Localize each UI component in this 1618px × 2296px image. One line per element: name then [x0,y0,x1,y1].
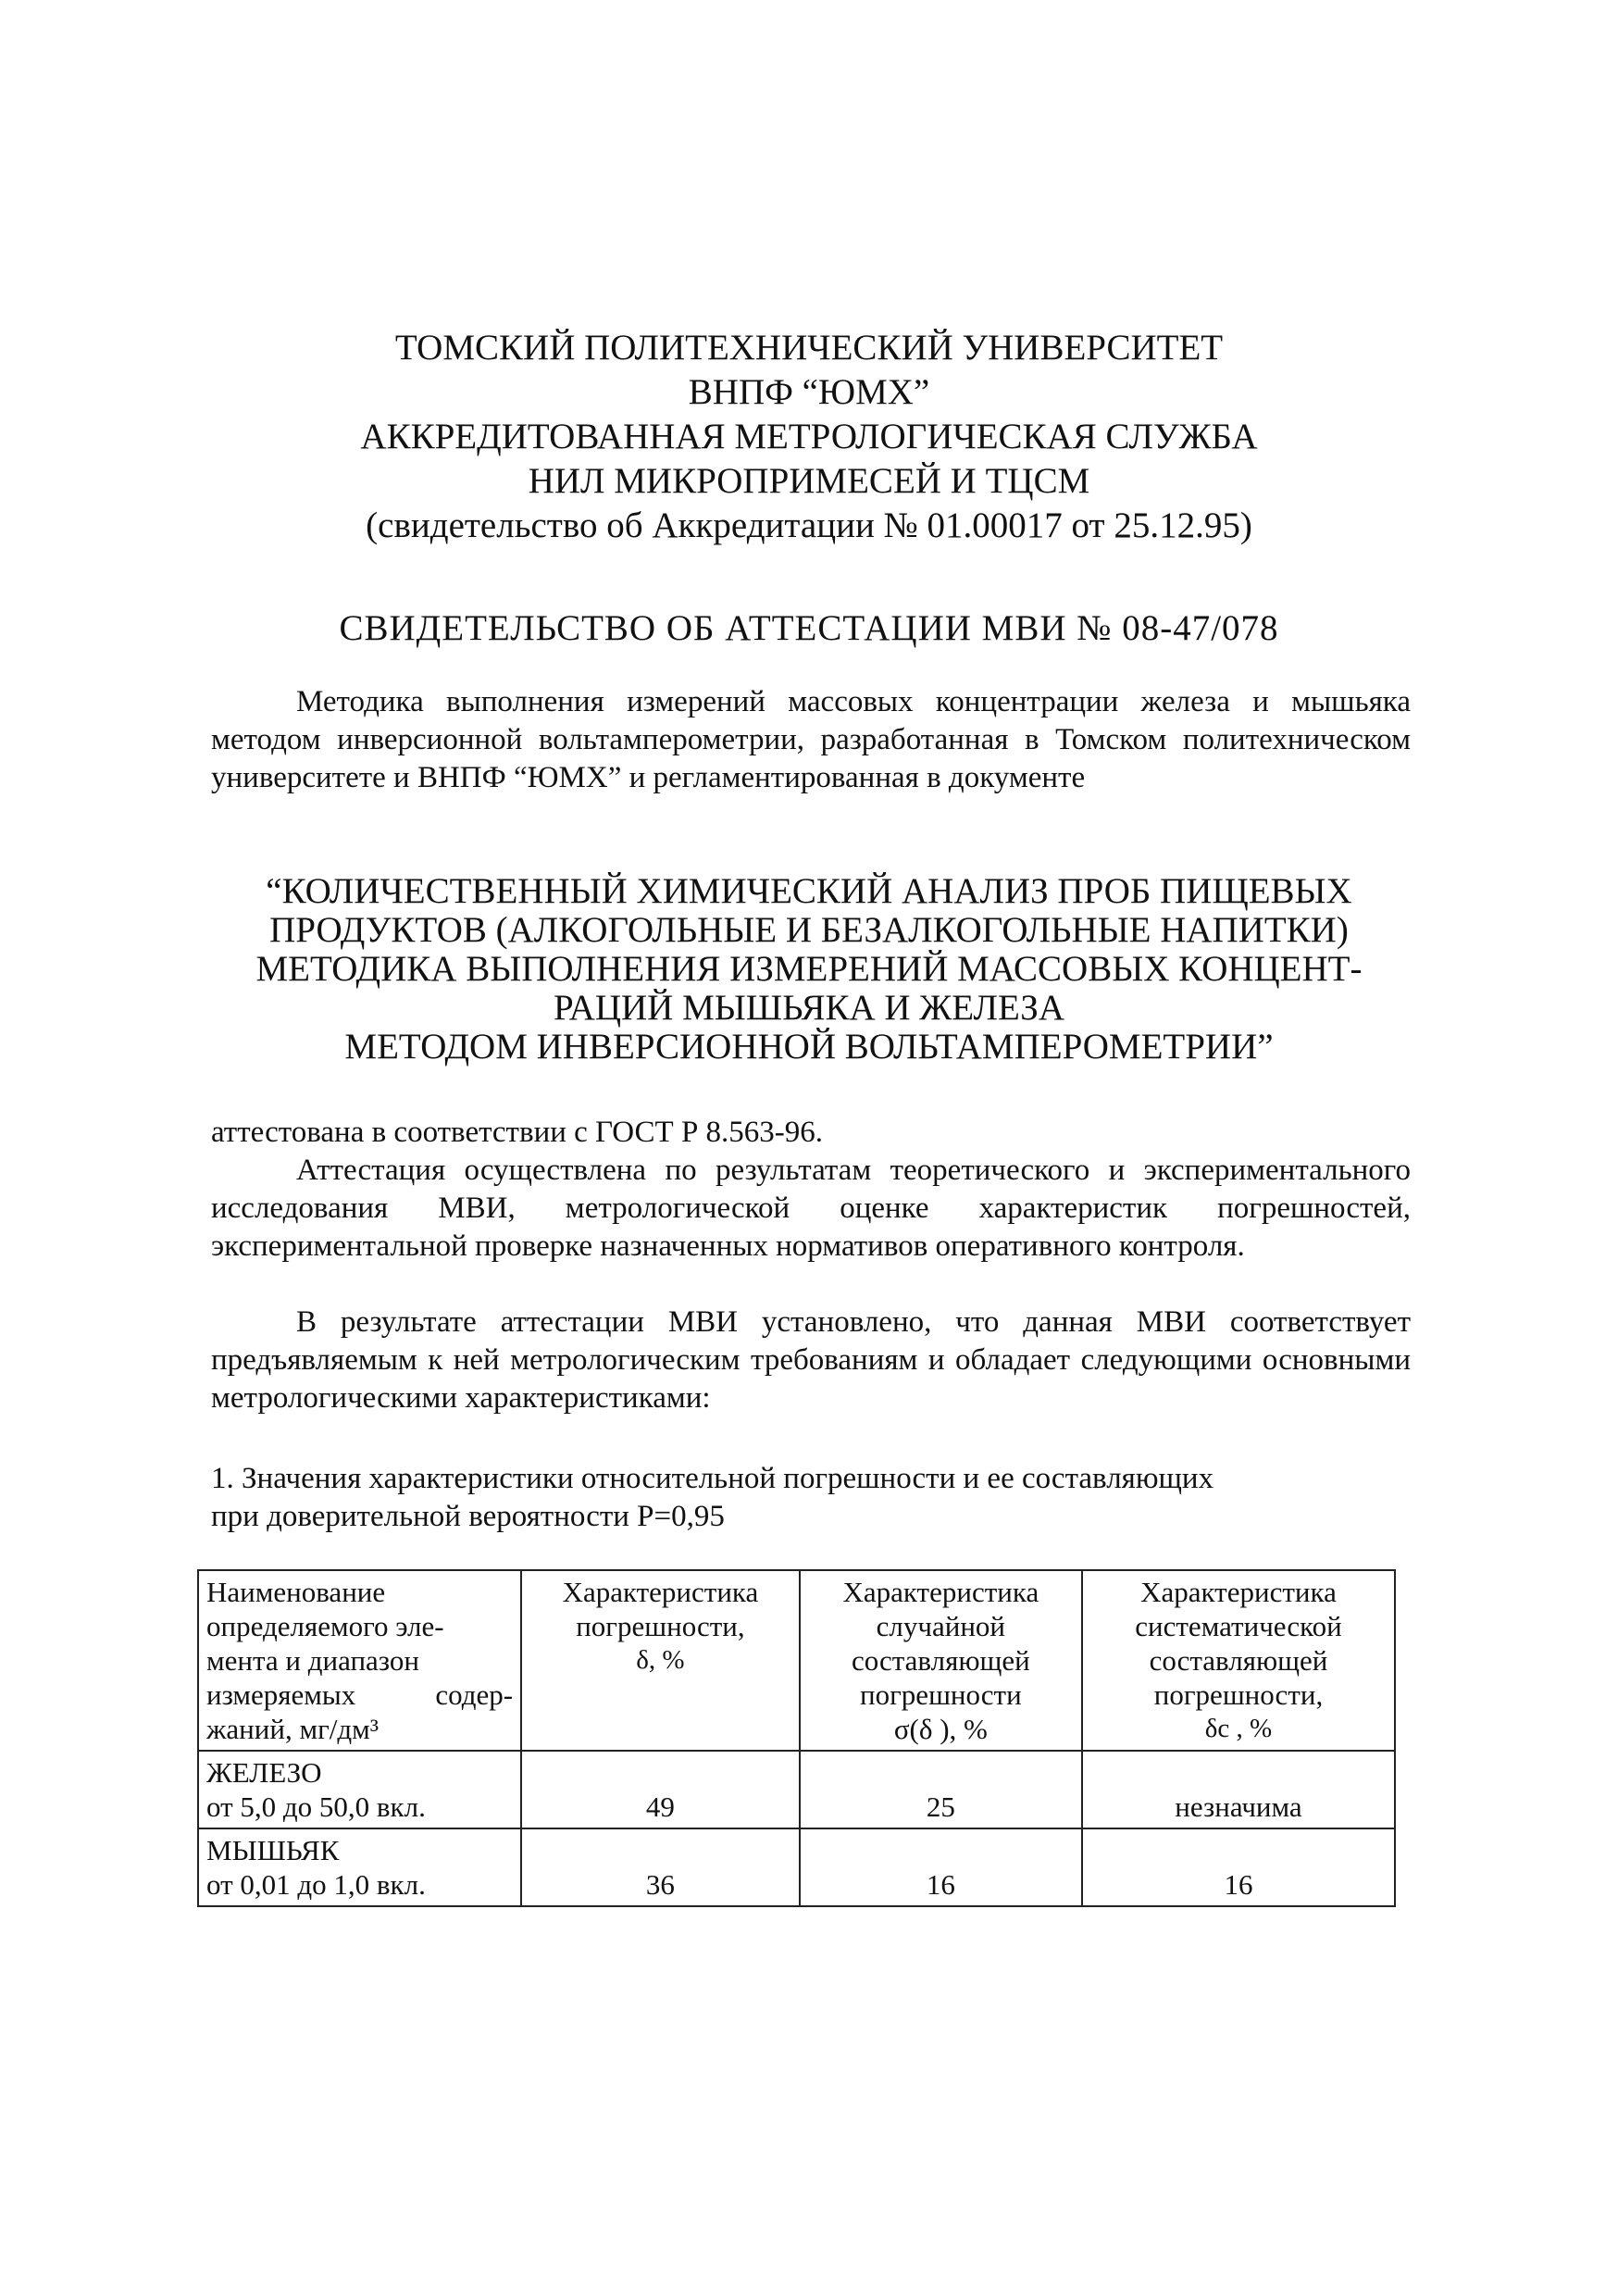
section-1-line: 1. Значения характеристики относительной погрешности и ее составляющих [211,1462,1214,1495]
header-text: составляющей [1149,1644,1328,1677]
header-element-range [198,1570,521,1751]
attested-line: аттестована в соответствии с ГОСТ Р 8.563-96. [211,1116,824,1149]
document-title-line: МЕТОДИКА ВЫПОЛНЕНИЯ ИЗМЕРЕНИЙ МАССОВЫХ КОНЦЕНТ- [255,949,1363,989]
error-value: 36 [521,1828,800,1906]
header-university: ТОМСКИЙ ПОЛИТЕХНИЧЕСКИЙ УНИВЕРСИТЕТ [394,328,1224,368]
header-text: случайной [876,1610,1006,1642]
table-row [198,1751,1395,1828]
document-title-line: РАЦИЙ МЫШЬЯКА И ЖЕЛЕЗА [553,988,1065,1028]
document-title-line: МЕТОДОМ ИНВЕРСИОННОЙ ВОЛЬТАМПЕРОМЕТРИИ” [344,1027,1274,1067]
table-header-row [198,1570,1395,1751]
header-text: Наименование [206,1576,386,1608]
header-text: измеряемых содер- [206,1678,514,1711]
section-1-heading [211,1460,1414,1536]
header-company: ВНПФ “ЮМХ” [688,372,930,412]
systematic-value: 16 [1082,1828,1395,1906]
table-row [198,1828,1395,1906]
header-random-component [800,1570,1082,1751]
element-range: от 0,01 до 1,0 вкл. [206,1868,426,1901]
systematic-value: незначима [1082,1751,1395,1828]
header-accreditation: (свидетельство об Аккредитации № 01.00017 от 25.12.95) [366,505,1252,545]
header-text: Характеристика [842,1576,1039,1608]
header-text: мента и диапазон [206,1644,419,1677]
section-1-line: при доверительной вероятности Р=0,95 [211,1500,725,1533]
header-text: жаний, мг/дм³ [206,1713,380,1745]
attestation-paragraph: Аттестация осуществлена по результатам теоретического и экспериментального исследования МВИ, метрологической оценке характеристик погрешностей, экспериментальной проверке назначенных нормативов оперативного контроля. [211,1154,1411,1263]
header-systematic-component [1082,1570,1395,1751]
error-value: 49 [521,1751,800,1828]
header-text: погрешности [860,1678,1022,1711]
header-text: погрешности, [1153,1678,1324,1711]
element-name: МЫШЬЯК [206,1834,340,1866]
header-text: систематической [1135,1610,1342,1642]
metrics-table [197,1569,1396,1907]
element-cell [198,1751,521,1828]
element-name: ЖЕЛЕЗО [206,1756,322,1789]
header-text: Характеристика [1140,1576,1337,1608]
random-value: 16 [800,1828,1082,1906]
element-range: от 5,0 до 50,0 вкл. [206,1791,426,1823]
intro-paragraph: Методика выполнения измерений массовых концентрации железа и мышьяка методом инверсионной вольтамперометрии, разработанная в Томском политехническом университете и ВНПФ “ЮМХ” и регламентированная в документе [211,685,1411,794]
header-text: составляющей [851,1644,1030,1677]
random-value: 25 [800,1751,1082,1828]
header-text: δc , % [1204,1714,1273,1743]
header-text: погрешности, [576,1610,745,1642]
header-text: δ, % [636,1645,685,1675]
header-text: σ(δ ), % [893,1713,988,1745]
element-cell [198,1828,521,1906]
header-text: определяемого эле- [206,1610,444,1642]
organization-header [0,326,1618,548]
certificate-title: СВИДЕТЕЛЬСТВО ОБ АТТЕСТАЦИИ МВИ № 08-47/078 [339,608,1279,648]
result-paragraph: В результате аттестации МВИ установлено, что данная МВИ соответствует предъявляемым к ней метрологическим требованиям и обладает следующими основными метрологическими характеристиками: [211,1305,1411,1415]
document-title [0,872,1618,1067]
header-text: Характеристика [562,1576,759,1608]
document-title-line: “КОЛИЧЕСТВЕННЫЙ ХИМИЧЕСКИЙ АНАЛИЗ ПРОБ ПИЩЕВЫХ [266,871,1352,911]
header-error [521,1570,800,1751]
header-laboratory: НИЛ МИКРОПРИМЕСЕЙ И ТЦСМ [528,461,1090,501]
document-title-line: ПРОДУКТОВ (АЛКОГОЛЬНЫЕ И БЕЗАЛКОГОЛЬНЫЕ НАПИТКИ) [269,910,1349,950]
header-metrology-service: АККРЕДИТОВАННАЯ МЕТРОЛОГИЧЕСКАЯ СЛУЖБА [360,417,1258,456]
